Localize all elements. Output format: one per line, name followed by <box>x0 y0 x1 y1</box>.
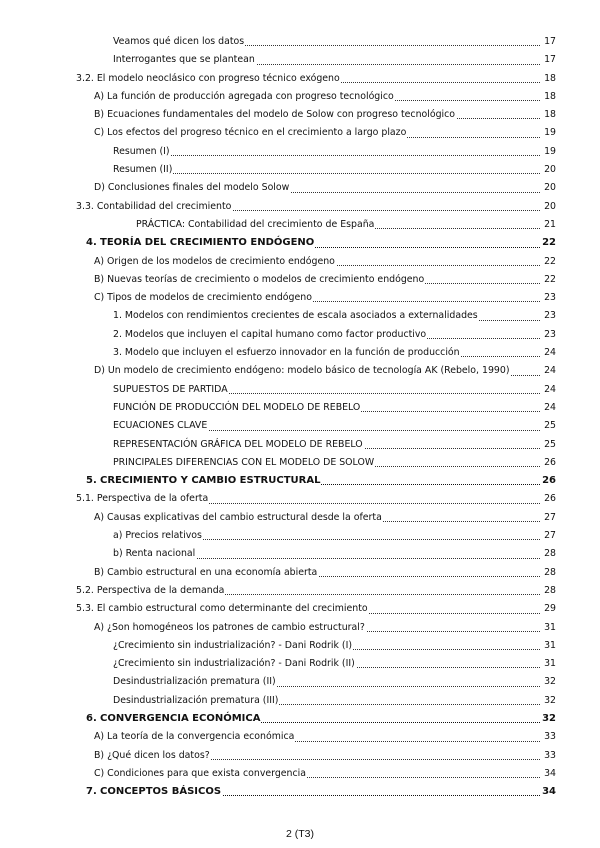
toc-page-number: 18 <box>541 70 556 88</box>
toc-entry[interactable] <box>113 637 556 655</box>
toc-page-number: 18 <box>541 88 556 106</box>
toc-entry-title <box>76 603 369 614</box>
toc-entry-text: B) Ecuaciones fundamentales del modelo de Solow con progreso tecnológico <box>94 109 456 121</box>
toc-entry-text: CONCEPTOS BÁSICOS <box>100 786 222 798</box>
toc-entry-title <box>76 493 209 504</box>
toc-entry-title <box>94 109 456 120</box>
toc-page-number: 33 <box>541 747 556 765</box>
toc-page-number: 25 <box>541 436 556 454</box>
toc-page-number: 27 <box>541 509 556 527</box>
toc-entry-text: Desindustrialización prematura (III) <box>113 694 279 706</box>
toc-entry[interactable] <box>113 527 556 545</box>
toc-entry[interactable] <box>94 362 556 380</box>
toc-entry-text: CONVERGENCIA ECONÓMICA <box>100 712 261 724</box>
toc-entry[interactable] <box>113 326 556 344</box>
toc-entry-text: SUPUESTOS DE PARTIDA <box>113 383 228 395</box>
toc-page-number: 34 <box>541 765 556 783</box>
toc-entry-title <box>86 475 321 486</box>
toc-entry-title <box>113 420 208 431</box>
toc-entry-text: 5.3. El cambio estructural como determinante del crecimiento <box>76 603 368 615</box>
toc-entry-title <box>94 731 295 742</box>
toc-entry-text: B) Cambio estructural en una economía abierta <box>94 566 318 578</box>
toc-entry-text: Resumen (II) <box>113 164 173 176</box>
toc-entry-title <box>113 457 375 468</box>
toc-page-number: 32 <box>541 692 556 710</box>
toc-entry-text: REPRESENTACIÓN GRÁFICA DEL MODELO DE REBELO <box>113 438 363 450</box>
toc-entry-text: 3.3. Contabilidad del crecimiento <box>76 200 232 212</box>
toc-entry[interactable] <box>113 307 556 325</box>
toc-entry-title <box>94 750 211 761</box>
toc-entry-text: Veamos qué dicen los datos <box>113 36 245 47</box>
toc-entry-title <box>113 36 245 47</box>
toc-page-number: 28 <box>541 545 556 563</box>
toc-entry[interactable] <box>113 417 556 435</box>
toc-entry[interactable] <box>94 253 556 271</box>
toc-entry-title <box>113 439 364 450</box>
toc-entry[interactable] <box>113 161 556 179</box>
toc-page-number: 27 <box>541 527 556 545</box>
toc-entry[interactable] <box>113 33 556 51</box>
toc-entry-title <box>86 786 222 797</box>
toc-entry-text: b) Renta nacional <box>113 548 196 560</box>
toc-entry[interactable] <box>86 710 556 728</box>
toc-entry-text: D) Conclusiones finales del modelo Solow <box>94 182 290 194</box>
toc-entry-text: A) La función de producción agregada con progreso tecnológico <box>94 90 394 102</box>
toc-entry-text: 5.2. Perspectiva de la demanda <box>76 584 225 596</box>
toc-page-number: 32 <box>541 673 556 691</box>
toc-entry-title <box>113 402 361 413</box>
toc-entry[interactable] <box>86 234 556 252</box>
toc-entry-title <box>113 676 277 687</box>
toc-entry-title <box>113 310 479 321</box>
toc-entry[interactable] <box>94 289 556 307</box>
toc-entry[interactable] <box>94 106 556 124</box>
toc-page-number: 17 <box>541 51 556 69</box>
toc-entry-title <box>113 54 256 65</box>
toc-entry-text: D) Un modelo de crecimiento endógeno: modelo básico de tecnología AK (Rebelo, 1990) <box>94 365 510 377</box>
toc-entry[interactable] <box>113 344 556 362</box>
toc-entry-title <box>86 713 261 724</box>
toc-entry[interactable] <box>94 179 556 197</box>
toc-entry[interactable] <box>113 545 556 563</box>
toc-entry-text: Desindustrialización prematura (II) <box>113 676 276 688</box>
toc-entry-text: B) Nuevas teorías de crecimiento o modelos de crecimiento endógeno <box>94 273 425 285</box>
toc-page-number: 17 <box>541 33 556 51</box>
toc-page-number: 24 <box>541 381 556 399</box>
toc-entry-title <box>76 201 232 212</box>
toc-entry-text: ¿Crecimiento sin industrialización? - Dani Rodrik (I) <box>113 639 352 651</box>
toc-entry-text: A) Causas explicativas del cambio estructural desde la oferta <box>94 511 382 523</box>
toc-entry-title <box>94 567 318 578</box>
toc-page-number: 28 <box>541 564 556 582</box>
toc-entry[interactable] <box>76 600 556 618</box>
toc-entry[interactable] <box>113 673 556 691</box>
toc-entry[interactable] <box>113 399 556 417</box>
toc-entry-text: C) Los efectos del progreso técnico en el crecimiento a largo plazo <box>94 127 407 139</box>
toc-entry[interactable] <box>94 728 556 746</box>
toc-entry-title <box>94 256 336 267</box>
toc-entry[interactable] <box>113 692 556 710</box>
toc-entry-text: 1. Modelos con rendimientos crecientes de escala asociados a externalidades <box>113 310 478 322</box>
toc-entry-title <box>113 164 173 175</box>
toc-entry[interactable] <box>94 124 556 142</box>
toc-entry-text: ¿Crecimiento sin industrialización? - Dani Rodrik (II) <box>113 658 355 670</box>
toc-entry[interactable] <box>113 51 556 69</box>
toc-entry-title <box>113 658 356 669</box>
toc-entry-text: A) La teoría de la convergencia económica <box>94 731 295 743</box>
toc-page-number: 29 <box>541 600 556 618</box>
toc-page-number: 28 <box>541 582 556 600</box>
toc-page-number: 21 <box>541 216 556 234</box>
toc-entry[interactable] <box>113 143 556 161</box>
toc-entry-text: PRÁCTICA: Contabilidad del crecimiento de España <box>136 218 375 230</box>
toc-entry-text: Interrogantes que se plantean <box>113 54 255 66</box>
toc-entry-title <box>136 219 375 230</box>
toc-entry[interactable] <box>76 582 556 600</box>
toc-entry-title <box>94 274 425 285</box>
toc-entry-title <box>113 329 427 340</box>
toc-entry-text: 5.1. Perspectiva de la oferta <box>76 493 209 505</box>
toc-entry-text: A) ¿Son homogéneos los patrones de cambio estructural? <box>94 621 365 633</box>
toc-page-number: 26 <box>541 454 556 472</box>
toc-entry[interactable] <box>136 216 556 234</box>
toc-entry-text: FUNCIÓN DE PRODUCCIÓN DEL MODELO DE REBELO <box>113 401 361 413</box>
toc-entry-title <box>113 347 461 358</box>
toc-entry-title <box>94 512 383 523</box>
toc-entry-text: A) Origen de los modelos de crecimiento endógeno <box>94 255 335 267</box>
toc-entry-text: Resumen (I) <box>113 145 170 157</box>
toc-page-number: 25 <box>541 417 556 435</box>
toc-entry-title <box>76 585 225 596</box>
toc-entry-title <box>113 548 196 559</box>
toc-entry-text: TEORÍA DEL CRECIMIENTO ENDÓGENO <box>100 237 315 249</box>
toc-entry-text: CRECIMIENTO Y CAMBIO ESTRUCTURAL <box>100 475 321 487</box>
chapter-number: 7. <box>86 786 97 798</box>
toc-entry-text: 3. Modelo que incluyen el esfuerzo innovador en la función de producción <box>113 347 460 359</box>
toc-page-number: 26 <box>541 490 556 508</box>
toc-page-number: 33 <box>541 728 556 746</box>
toc-page-number: 20 <box>541 198 556 216</box>
toc-entry[interactable] <box>94 765 556 783</box>
toc-entry-title <box>113 384 229 395</box>
toc-page-number: 32 <box>541 710 556 728</box>
toc-page-number: 34 <box>541 783 556 801</box>
toc-entry-text: C) Tipos de modelos de crecimiento endógeno <box>94 292 312 304</box>
dot-leader <box>113 173 540 174</box>
toc-entry[interactable] <box>76 490 556 508</box>
toc-page-number: 19 <box>541 143 556 161</box>
toc-entry-title <box>94 365 511 376</box>
toc-entry[interactable] <box>94 509 556 527</box>
toc-entry[interactable] <box>94 88 556 106</box>
toc-page-number: 24 <box>541 344 556 362</box>
toc-entry[interactable] <box>86 783 556 801</box>
toc-page-number: 31 <box>541 655 556 673</box>
toc-page-number: 20 <box>541 179 556 197</box>
toc-entry-text: 2. Modelos que incluyen el capital humano como factor productivo <box>113 328 427 340</box>
toc-page-number: 31 <box>541 637 556 655</box>
toc-entry[interactable] <box>113 436 556 454</box>
toc-page-number: 20 <box>541 161 556 179</box>
toc-entry[interactable] <box>113 381 556 399</box>
toc-entry-title <box>113 146 171 157</box>
chapter-number: 5. <box>86 475 97 487</box>
toc-page-number: 22 <box>541 234 556 252</box>
toc-entry-text: 3.2. El modelo neoclásico con progreso técnico exógeno <box>76 72 340 84</box>
toc-entry[interactable] <box>113 454 556 472</box>
toc-entry[interactable] <box>94 747 556 765</box>
toc-entry-text: ECUACIONES CLAVE <box>113 420 208 432</box>
toc-entry-title <box>113 530 203 541</box>
toc-entry-title <box>94 127 407 138</box>
page-footer: 2 (T3) <box>285 828 314 840</box>
dot-leader <box>113 155 540 156</box>
chapter-number: 6. <box>86 712 97 724</box>
toc-page-number: 24 <box>541 362 556 380</box>
toc-entry[interactable] <box>86 472 556 490</box>
toc-entry-text: a) Precios relativos <box>113 530 202 542</box>
toc-entry-title <box>94 768 307 779</box>
toc-entry[interactable] <box>76 70 556 88</box>
toc-entry-text: PRINCIPALES DIFERENCIAS CON EL MODELO DE SOLOW <box>113 456 375 468</box>
toc-page-number: 22 <box>541 271 556 289</box>
toc-entry[interactable] <box>94 564 556 582</box>
toc-entry[interactable] <box>76 198 556 216</box>
toc-page-number: 24 <box>541 399 556 417</box>
toc-page-number: 19 <box>541 124 556 142</box>
toc-page-number: 23 <box>541 307 556 325</box>
toc-entry-title <box>94 91 395 102</box>
toc-entry-title <box>94 182 290 193</box>
chapter-number: 4. <box>86 237 97 249</box>
toc-entry-text: C) Condiciones para que exista convergencia <box>94 767 306 779</box>
toc-entry-title <box>113 695 279 706</box>
toc-page-number: 31 <box>541 619 556 637</box>
toc-entry[interactable] <box>113 655 556 673</box>
toc-entry[interactable] <box>94 619 556 637</box>
toc-entry-title <box>94 292 313 303</box>
toc-entry-title <box>113 640 353 651</box>
table-of-contents <box>0 33 600 801</box>
toc-page-number: 23 <box>541 326 556 344</box>
toc-entry-title <box>76 73 341 84</box>
toc-entry-title <box>94 622 366 633</box>
toc-entry-title <box>86 237 315 248</box>
toc-page-number: 23 <box>541 289 556 307</box>
toc-page-number: 18 <box>541 106 556 124</box>
toc-page-number: 22 <box>541 253 556 271</box>
toc-entry-text: B) ¿Qué dicen los datos? <box>94 749 210 761</box>
toc-page-number: 26 <box>541 472 556 490</box>
toc-entry[interactable] <box>94 271 556 289</box>
